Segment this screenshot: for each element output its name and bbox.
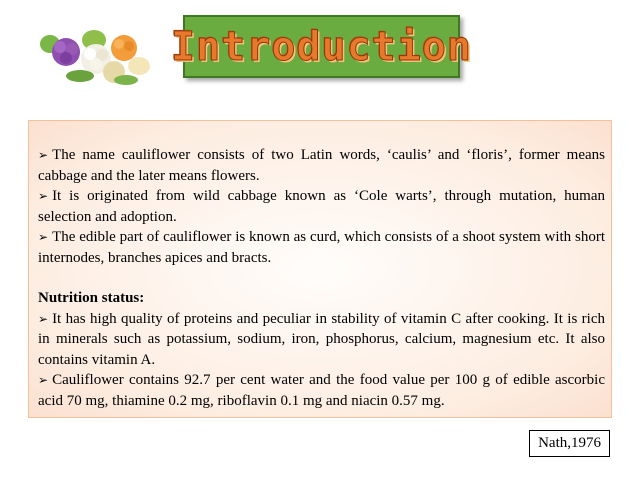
- nutrition-heading: Nutrition status:: [38, 290, 145, 306]
- bullet-item: ➢ It is originated from wild cabbage known as ‘Cole warts’, through mutation, human selection and adoption.: [38, 188, 605, 225]
- content-panel: [28, 120, 612, 418]
- bullet-item: ➢ The name cauliflower consists of two Latin words, ‘caulis’ and ‘floris’, former means cabbage and the later means flowers.: [38, 147, 605, 184]
- spacer: [38, 268, 605, 288]
- arrow-bullet-icon: ➢: [38, 373, 49, 387]
- arrow-bullet-icon: ➢: [38, 230, 49, 244]
- citation-box: Nath,1976: [529, 430, 610, 457]
- arrow-bullet-icon: ➢: [38, 189, 49, 203]
- cauliflower-image: [36, 14, 166, 94]
- arrow-bullet-icon: ➢: [38, 311, 49, 326]
- page-title: Introduction: [171, 23, 472, 70]
- bullet-item: ➢ It has high quality of proteins and peculiar in stability of vitamin C after cooking. It is rich in minerals such as potassium, sodium, iron, phosphorus, calcium, magnesium etc. It also contains vitamin A.: [38, 310, 605, 368]
- bullet-item: ➢ Cauliflower contains 92.7 per cent water and the food value per 100 g of edible ascorbic acid 70 mg, thiamine 0.2 mg, riboflavin 0.1 mg and niacin 0.57 mg.: [38, 372, 605, 409]
- bullet-item: ➢ The edible part of cauliflower is known as curd, which consists of a shoot system with short internodes, branches apices and bracts.: [38, 229, 605, 266]
- arrow-bullet-icon: ➢: [38, 148, 49, 162]
- title-banner: [171, 15, 472, 78]
